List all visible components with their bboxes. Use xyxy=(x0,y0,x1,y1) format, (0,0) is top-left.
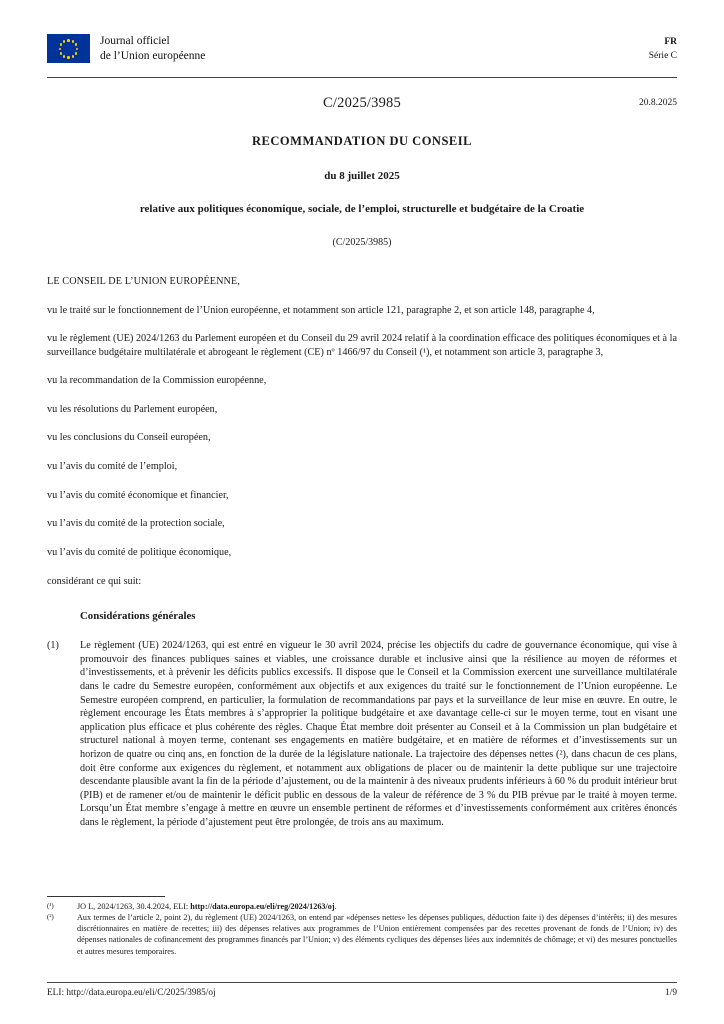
footnote-2-text: Aux termes de l’article 2, point 2), du règlement (UE) 2024/1263, on entend par «dépenses nettes» les dépenses publiques, déduction faite i) des dépenses d’intérêts; ii) des mesures discrétionnaires en matière de recettes; iii) des dépenses relatives aux programmes de l’Union entièrement compensées par des recettes provenant de fonds de l’Union; iv) des dépenses nationales de cofinancement des programmes financés par l’Union; v) des éléments cycliques des dépenses liées aux indemnités de chômage; et vi) des mesures ponctuelles et autres mesures temporaires. xyxy=(77,913,677,956)
eu-star xyxy=(63,40,66,43)
language-code: FR xyxy=(664,37,677,47)
paragraph-text: Le règlement (UE) 2024/1263, qui est entré en vigueur le 30 avril 2024, précise les objectifs du cadre de gouvernance économique, qui vise à promouvoir des finances publiques saines et viables, une croissance durable et inclusive ainsi que la résilience au moyen de réformes et d’investissements, et à prévenir les déficits publics excessifs. Il dispose que le Conseil et la Commission exercent une surveillance multilatérale dans le cadre du Semestre européen, conformément aux objectifs et aux exigences du traité sur le fonctionnement de l’Union européenne. Le Semestre européen comprend, en particulier, la formulation de recommandations par pays et la surveillance de leur mise en œuvre. En outre, le règlement encourage les États membres à s’approprier la politique budgétaire et axe davantage celle-ci sur le moyen terme, tout en visant une application plus efficace et plus cohérente des règles. Chaque État membre doit présenter au Conseil et à la Commission un plan budgétaire et structurel national à moyen terme, contenant ses engagements en matière budgétaire, et en matière de réformes et d’investissements sur un horizon de quatre ou cinq ans, en fonction de la durée de la législature nationale. La trajectoire des dépenses nettes (²), dans chacun de ces plans, doit être conforme aux exigences du règlement, et notamment aux obligations de placer ou de maintenir la dette publique sur une trajectoire descendante plausible avant la fin de la période d’ajustement, ou de la maintenir à des niveaux prudents inférieurs à 60 % du produit intérieur brut (PIB) et de ramener et/ou de maintenir le déficit public en dessous de la valeur de référence de 3 % du PIB prévue par le traité à moyen terme. Lorsqu’un État membre s’engage à mettre en œuvre un ensemble pertinent de réformes et d’investissements conformément aux critères énoncés dans le règlement, la période d’ajustement peut être prolongée, de trois ans au maximum. xyxy=(80,640,677,829)
footer-divider xyxy=(47,982,677,983)
journal-brand xyxy=(47,34,205,64)
masthead-meta xyxy=(649,34,677,64)
footer-row xyxy=(47,988,677,998)
eu-star xyxy=(60,43,63,46)
footnote-1-prefix: JO L, 2024/1263, 30.4.2024, ELI: xyxy=(77,902,191,911)
footnote-divider xyxy=(47,896,165,897)
title-block xyxy=(47,134,677,248)
document-date: 20.8.2025 xyxy=(639,98,677,108)
footnote-1-suffix: . xyxy=(334,902,337,911)
footnote-2 xyxy=(47,912,677,957)
eu-star xyxy=(76,48,79,51)
eu-star xyxy=(67,56,70,59)
eu-star xyxy=(67,39,70,42)
page-number: 1/9 xyxy=(665,988,677,998)
recital-0: vu le traité sur le fonctionnement de l’Union européenne, et notamment son article 121, paragraphe 2, et son article 148, paragraphe 4, xyxy=(47,304,595,316)
title-subject: relative aux politiques économique, sociale, de l’emploi, structurelle et budgétaire de la Croatie xyxy=(139,203,585,215)
eu-star xyxy=(75,52,78,55)
footnotes xyxy=(47,896,677,957)
title-date: du 8 juillet 2025 xyxy=(324,170,400,182)
eu-star xyxy=(63,55,66,58)
page-footer xyxy=(47,982,677,998)
footnote-1 xyxy=(47,901,677,912)
masthead-divider xyxy=(47,77,677,78)
eu-star xyxy=(72,40,75,43)
eli-label: ELI: xyxy=(47,988,67,998)
eu-flag-icon xyxy=(47,34,90,63)
footnote-1-marker: (¹) xyxy=(47,902,54,910)
recital-2: vu la recommandation de la Commission européenne, xyxy=(47,375,267,387)
recital-5: vu l’avis du comité de l’emploi, xyxy=(47,460,178,472)
recital-7: vu l’avis du comité de la protection sociale, xyxy=(47,518,225,530)
document-number-row xyxy=(47,95,677,115)
journal-title-line1: Journal officiel xyxy=(100,35,170,47)
recital-1: vu le règlement (UE) 2024/1263 du Parlement européen et du Conseil du 29 avril 2024 relatif à la coordination efficace des politiques économiques et à la surveillance budgétaire multilatérale et abrogeant le règlement (CE) nº 1466/97 du Conseil (¹), et notamment son article 3, paragraphe 3, xyxy=(47,333,677,358)
journal-title xyxy=(100,34,205,64)
series-label: Série C xyxy=(648,50,677,61)
recital-8: vu l’avis du comité de politique économique, xyxy=(47,546,232,558)
recital-4: vu les conclusions du Conseil européen, xyxy=(47,432,211,444)
eu-star xyxy=(60,52,63,55)
footnote-1-text xyxy=(77,901,677,912)
page-content xyxy=(47,34,677,1004)
document-body xyxy=(47,275,677,830)
eu-star xyxy=(75,43,78,46)
footnote-1-link[interactable]: http://data.europa.eu/eli/reg/2024/1263/oj xyxy=(190,902,335,911)
eli-reference xyxy=(47,988,216,998)
recital-3: vu les résolutions du Parlement européen, xyxy=(47,403,218,415)
document-number: C/2025/3985 xyxy=(323,95,401,111)
paragraph-number: (1) xyxy=(47,640,59,652)
footnote-2-marker: (²) xyxy=(47,913,54,922)
eu-star xyxy=(59,48,62,51)
considerant-line: considérant ce qui suit: xyxy=(47,576,142,588)
recital-6: vu l’avis du comité économique et financier, xyxy=(47,489,229,501)
numbered-paragraph xyxy=(47,639,677,830)
title-reference: (C/2025/3985) xyxy=(332,237,392,248)
eu-star xyxy=(72,55,75,58)
eli-link[interactable]: http://data.europa.eu/eli/C/2025/3985/oj xyxy=(66,988,216,998)
page-title: RECOMMANDATION DU CONSEIL xyxy=(252,134,472,148)
masthead xyxy=(47,34,677,72)
section-heading: Considérations générales xyxy=(80,609,196,622)
journal-title-line2: de l’Union européenne xyxy=(100,49,206,62)
body-lead: LE CONSEIL DE L’UNION EUROPÉENNE, xyxy=(47,276,240,287)
